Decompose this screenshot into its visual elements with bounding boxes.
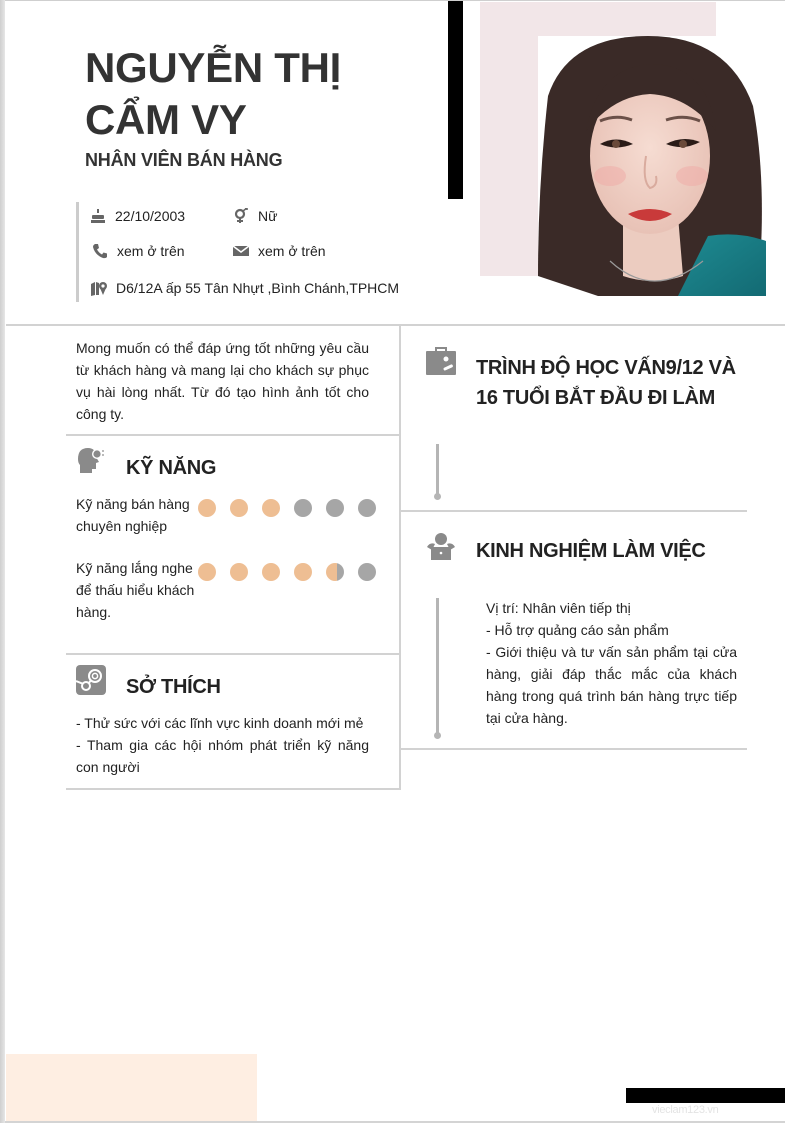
map-pin-icon bbox=[90, 280, 108, 296]
education-title: TRÌNH ĐỘ HỌC VẤN9/12 VÀ 16 TUỔI BẮT ĐẦU ĐI LÀM bbox=[476, 357, 736, 409]
job-title: NHÂN VIÊN BÁN HÀNG bbox=[85, 150, 283, 170]
hobbies-list bbox=[76, 712, 369, 778]
objective-divider bbox=[66, 434, 399, 436]
decorative-peach-block bbox=[6, 1054, 257, 1121]
email-value[interactable]: xem ở trên bbox=[258, 243, 326, 259]
hobbies-divider bbox=[66, 788, 401, 790]
skills-title: KỸ NĂNG bbox=[126, 457, 217, 479]
birthday-cake-icon bbox=[89, 208, 107, 224]
education-timeline-line bbox=[436, 444, 439, 494]
decorative-black-bar bbox=[448, 1, 463, 199]
decorative-black-bar-bottom bbox=[626, 1088, 785, 1103]
page-edge-left bbox=[0, 0, 5, 1123]
rating-dot bbox=[262, 563, 280, 581]
experience-position: Vị trí: Nhân viên tiếp thị bbox=[486, 600, 631, 616]
header-divider bbox=[6, 324, 785, 326]
rating-dot bbox=[262, 499, 280, 517]
steam-icon bbox=[76, 665, 106, 700]
rating-dot bbox=[358, 563, 376, 581]
head-lightbulb-icon bbox=[76, 445, 106, 480]
rating-dot bbox=[230, 563, 248, 581]
gender-value: Nữ bbox=[258, 208, 278, 224]
education-timeline-dot bbox=[434, 493, 441, 500]
profile-photo bbox=[538, 36, 766, 296]
experience-divider bbox=[401, 748, 747, 750]
email-row bbox=[232, 243, 326, 259]
rating-dot bbox=[358, 499, 376, 517]
envelope-icon[interactable] bbox=[232, 243, 250, 259]
rating-dot bbox=[294, 499, 312, 517]
experience-details bbox=[486, 597, 737, 729]
column-divider bbox=[399, 326, 401, 790]
experience-title: KINH NGHIỆM LÀM VIỆC bbox=[476, 540, 706, 562]
experience-duty: - Hỗ trợ quảng cáo sản phẩm bbox=[486, 622, 669, 638]
address-value: D6/12A ấp 55 Tân Nhựt ,Bình Chánh,TPHCM bbox=[116, 280, 400, 296]
person-laptop-icon bbox=[426, 532, 456, 565]
skill-label-sales: Kỹ năng bán hàng chuyên nghiệp bbox=[76, 496, 190, 534]
skill-rating-sales bbox=[198, 499, 376, 517]
experience-duty: - Giới thiệu và tư vấn sản phẩm tại cửa hàng, giải đáp thắc mắc của khách hàng trong quá trình bán hàng trực tiếp tại cửa hàng. bbox=[486, 644, 737, 726]
skills-divider bbox=[66, 653, 399, 655]
briefcase-icon bbox=[426, 346, 456, 381]
skill-label-listening: Kỹ năng lắng nghe để thấu hiểu khách hàng. bbox=[76, 560, 195, 620]
hobby-item: - Tham gia các hội nhóm phát triển kỹ năng con người bbox=[76, 737, 369, 775]
hobbies-title: SỞ THÍCH bbox=[126, 676, 221, 698]
rating-dot bbox=[198, 499, 216, 517]
rating-dot bbox=[326, 499, 344, 517]
birthday-row bbox=[89, 208, 185, 224]
birthday-value: 22/10/2003 bbox=[115, 208, 186, 224]
rating-dot bbox=[230, 499, 248, 517]
experience-timeline-line bbox=[436, 598, 439, 734]
watermark: vieclam123.vn bbox=[652, 1104, 719, 1116]
career-objective: Mong muốn có thể đáp ứng tốt những yêu cầu từ khách hàng và mang lại cho khách sự phục vụ hài lòng nhất. Từ đó tạo hình ảnh tốt cho công ty. bbox=[76, 340, 369, 422]
hobby-item: - Thử sức với các lĩnh vực kinh doanh mới mẻ bbox=[76, 715, 364, 731]
portrait-photo-icon bbox=[538, 36, 766, 296]
gender-row bbox=[232, 208, 277, 224]
rating-dot bbox=[326, 563, 344, 581]
education-divider bbox=[401, 510, 747, 512]
rating-dot bbox=[294, 563, 312, 581]
phone-row bbox=[91, 243, 185, 259]
contact-info bbox=[76, 202, 439, 302]
address-row bbox=[90, 280, 399, 296]
phone-value[interactable]: xem ở trên bbox=[117, 243, 185, 259]
gender-icon bbox=[232, 208, 250, 224]
experience-timeline-dot bbox=[434, 732, 441, 739]
candidate-name: NGUYỄN THỊ CẨM VY bbox=[85, 44, 342, 143]
rating-dot bbox=[198, 563, 216, 581]
skill-rating-listening bbox=[198, 563, 376, 581]
phone-icon[interactable] bbox=[91, 243, 109, 259]
page-edge-top bbox=[5, 0, 785, 1]
